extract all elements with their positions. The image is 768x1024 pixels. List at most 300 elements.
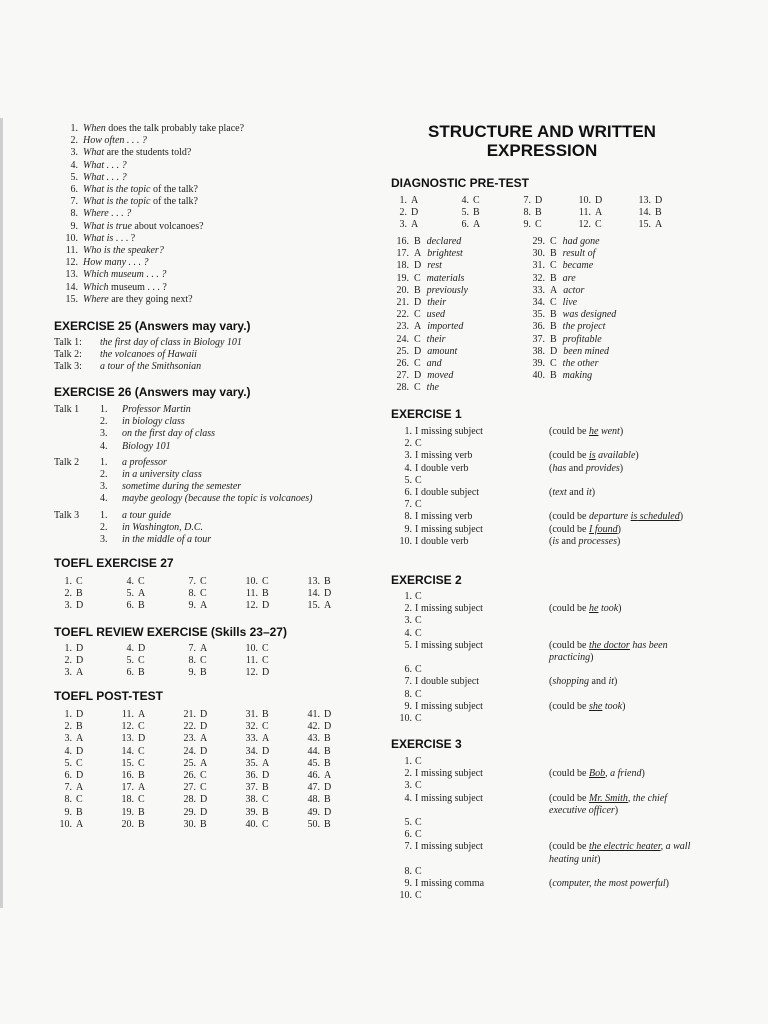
- answer-number: 5.: [461, 207, 469, 219]
- answer-letter: D: [200, 721, 208, 733]
- answer-number: 5.: [64, 757, 72, 769]
- word-answer-row: [389, 236, 525, 248]
- text-segment: ): [622, 700, 626, 712]
- answer-number: 15.: [307, 600, 320, 612]
- answer-letter: B: [200, 667, 207, 679]
- answer-number: 5.: [126, 655, 134, 667]
- answer-letter: D: [200, 745, 208, 757]
- answer-letter: D: [550, 345, 558, 357]
- question-item: [54, 233, 244, 245]
- question-item: [54, 135, 244, 147]
- text-segment: (could be: [549, 511, 589, 523]
- answer-letter: D: [262, 745, 270, 757]
- answer-letter: A: [262, 757, 270, 769]
- exercise-letter: C: [415, 591, 422, 602]
- exercise-correction: [549, 426, 699, 438]
- text-segment: (: [549, 462, 553, 474]
- answer-cell: [178, 667, 240, 679]
- text-segment: ): [617, 523, 621, 535]
- diagnostic-pairs-left: [389, 236, 525, 395]
- answer-word: moved: [427, 370, 454, 382]
- exercise-3-title: EXERCISE 3: [391, 737, 462, 751]
- answer-cell: [54, 667, 116, 679]
- answer-number: 34.: [532, 297, 545, 309]
- text-segment: ): [619, 462, 624, 474]
- answer-number: 27.: [396, 370, 409, 382]
- text-segment: and: [566, 462, 586, 474]
- answer-cell: [302, 819, 362, 831]
- exercise-correction: [549, 689, 699, 701]
- exercise-number: 6.: [404, 487, 412, 499]
- answer-number: 13.: [121, 733, 134, 745]
- exercise-letter: C: [415, 817, 422, 829]
- answer-letter: D: [535, 195, 543, 206]
- exercise-error-type: double verb: [421, 535, 469, 547]
- talk-item: [100, 441, 215, 453]
- text-segment: (could be: [549, 603, 589, 615]
- main-title-line-1: STRUCTURE AND WRITTEN: [428, 122, 656, 141]
- talk-item: [100, 416, 215, 428]
- talk-label: Talk 3:: [54, 361, 82, 373]
- answer-word: amount: [427, 345, 458, 357]
- answer-cell: [116, 709, 178, 721]
- talk-item-text: in the middle of a tour: [122, 534, 212, 546]
- answer-number: 3.: [64, 600, 72, 612]
- question-item: [54, 269, 244, 281]
- exercise-row: [389, 701, 699, 713]
- text-segment: (could be: [549, 700, 589, 712]
- answer-number: 1.: [399, 195, 407, 206]
- answer-letter: D: [76, 770, 84, 782]
- exercise-number: 1.: [404, 591, 412, 602]
- text-segment: ): [614, 804, 619, 816]
- talk-item-text: a professor: [122, 456, 167, 468]
- answer-number: 10.: [59, 818, 72, 830]
- answer-cell: [633, 219, 683, 231]
- answer-number: 17.: [396, 248, 409, 260]
- answer-letter: C: [262, 818, 269, 830]
- exercise-error-type: [421, 438, 549, 450]
- text-segment: shopping: [552, 676, 590, 688]
- answer-letter: D: [324, 588, 332, 600]
- exercise-correction: [549, 817, 699, 829]
- exercise-error-type: missing subject: [421, 603, 483, 615]
- answer-cell: [54, 770, 116, 782]
- text-segment: (: [549, 676, 553, 688]
- exercise-correction: [549, 713, 699, 725]
- toefl-review-grid: [54, 643, 300, 680]
- text-segment: and: [566, 487, 587, 499]
- answer-cell: [302, 600, 362, 612]
- answer-cell: [178, 600, 240, 612]
- text-segment: Mr. Smith: [589, 792, 628, 804]
- text-segment: ): [641, 768, 645, 780]
- question-number: 5.: [70, 171, 78, 183]
- text-segment: Where: [83, 293, 109, 305]
- talk-item-number: 2.: [100, 416, 108, 428]
- answer-number: 24.: [396, 333, 409, 345]
- exercise-error-type: [421, 829, 549, 841]
- talk-item-number: 1.: [100, 456, 108, 468]
- talk-label: Talk 1: [54, 404, 80, 415]
- answer-word: live: [562, 297, 578, 309]
- exercise-error-type: missing subject: [421, 792, 483, 804]
- answer-number: 18.: [121, 794, 134, 806]
- answer-letter: D: [324, 721, 332, 733]
- exercise-error-type: [421, 615, 549, 627]
- exercise-letter: I: [415, 841, 419, 853]
- exercise-error-type: double subject: [421, 676, 480, 688]
- answer-number: 4.: [64, 745, 72, 757]
- answer-cell: [54, 709, 116, 721]
- exercise-letter: C: [415, 499, 422, 511]
- question-number: 6.: [70, 184, 78, 196]
- text-segment: What: [83, 147, 105, 159]
- answer-cell: [178, 576, 240, 588]
- answer-cell: [513, 195, 573, 207]
- text-segment: . . . ?: [113, 232, 136, 244]
- exercise-letter: I: [415, 523, 419, 535]
- exercise-row: [389, 463, 699, 475]
- exercise-number: 8.: [404, 688, 412, 700]
- talk-answer-row: [54, 337, 242, 349]
- text-segment: Which: [83, 281, 109, 293]
- text-segment: scheduled: [637, 511, 680, 523]
- word-answer-row: [525, 297, 695, 309]
- question-text: [83, 160, 127, 172]
- answer-cell: [178, 746, 240, 758]
- exercise-2-title: EXERCISE 2: [391, 573, 462, 587]
- exercise-row: [389, 640, 699, 664]
- answer-cell: [389, 207, 451, 219]
- exercise-letter: C: [415, 713, 422, 725]
- exercise-letter: C: [415, 627, 422, 639]
- answer-cell: [389, 195, 451, 207]
- answer-number: 12.: [121, 721, 134, 733]
- answer-word: was designed: [562, 309, 617, 321]
- exercise-number: 3.: [404, 450, 412, 462]
- exercise-error-type: missing verb: [421, 450, 473, 462]
- word-answer-row: [389, 382, 525, 394]
- exercise-letter: I: [415, 639, 419, 651]
- question-text: [83, 294, 193, 306]
- answer-letter: D: [262, 600, 270, 612]
- exercise-correction: [549, 536, 699, 548]
- exercise-letter: I: [415, 426, 419, 437]
- exercise-correction: [549, 640, 699, 664]
- answer-number: 24.: [183, 745, 196, 757]
- text-segment: (could be: [549, 768, 589, 780]
- word-answer-row: [389, 273, 525, 285]
- answer-number: 9.: [188, 600, 196, 612]
- answer-letter: D: [200, 709, 208, 720]
- answer-letter: C: [262, 643, 269, 654]
- answer-letter: B: [473, 207, 480, 219]
- question-number: 9.: [70, 220, 78, 232]
- answer-number: 2.: [64, 655, 72, 667]
- exercise-row: [389, 475, 699, 487]
- exercise-correction: [549, 463, 699, 475]
- answer-cell: [573, 195, 633, 207]
- answer-number: 44.: [307, 745, 320, 757]
- text-segment: Bob: [589, 768, 606, 780]
- answer-letter: C: [262, 655, 269, 667]
- word-answer-row: [525, 273, 695, 285]
- question-text: [83, 135, 147, 147]
- question-item: [54, 172, 244, 184]
- exercise-number: 1.: [404, 756, 412, 767]
- answer-letter: B: [262, 806, 269, 818]
- answer-number: 9.: [64, 806, 72, 818]
- talk-item-text: in a university class: [122, 469, 202, 481]
- question-text: [83, 257, 149, 269]
- answer-number: 4.: [126, 576, 134, 587]
- talk-item-number: 1.: [100, 404, 108, 415]
- talk-answer: the first day of class in Biology 101: [100, 337, 242, 348]
- answer-cell: [116, 758, 178, 770]
- text-segment: I found: [589, 523, 618, 535]
- exercise-row: [389, 536, 699, 548]
- talk-item: [100, 493, 313, 505]
- answer-number: 10.: [578, 195, 591, 206]
- answer-letter: A: [411, 219, 419, 231]
- answer-letter: B: [200, 818, 207, 830]
- text-segment: , a friend: [605, 768, 642, 780]
- text-segment: are they going next?: [108, 293, 193, 305]
- toefl-exercise-27-title: TOEFL EXERCISE 27: [54, 556, 174, 570]
- exercise-letter: I: [415, 487, 419, 499]
- exercise-error-type: [421, 628, 549, 640]
- answer-letter: B: [324, 818, 331, 830]
- answer-letter: D: [76, 600, 84, 612]
- text-segment: , the chief executive officer: [549, 792, 668, 816]
- answer-number: 5.: [126, 588, 134, 600]
- exercise-2-answers: [389, 591, 699, 725]
- answer-cell: [302, 782, 362, 794]
- exercise-number: 10.: [399, 535, 412, 547]
- answer-number: 11.: [245, 655, 258, 667]
- answer-letter: D: [324, 782, 332, 794]
- exercise-row: [389, 511, 699, 523]
- answer-cell: [240, 576, 302, 588]
- question-text: [83, 147, 191, 159]
- text-segment: is: [630, 511, 638, 523]
- text-segment: , a wall heating unit: [549, 841, 691, 865]
- answer-number: 8.: [523, 207, 531, 219]
- answer-number: 33.: [532, 284, 545, 296]
- answer-number: 39.: [245, 806, 258, 818]
- exercise-number: 3.: [404, 615, 412, 627]
- answer-cell: [240, 721, 302, 733]
- exercise-error-type: double verb: [421, 462, 469, 474]
- word-answer-row: [525, 285, 695, 297]
- answer-number: 17.: [121, 782, 134, 794]
- answer-letter: B: [324, 794, 331, 806]
- exercise-error-type: missing verb: [421, 511, 473, 523]
- answer-cell: [178, 819, 240, 831]
- text-segment: When: [83, 123, 106, 134]
- text-segment: are the students told?: [104, 147, 192, 159]
- answer-number: 14.: [638, 207, 651, 219]
- answer-letter: B: [324, 745, 331, 757]
- question-number: 15.: [65, 293, 78, 305]
- text-segment: How often . . . ?: [83, 135, 147, 147]
- exercise-3-answers: [389, 756, 699, 902]
- talk-item-number: 4.: [100, 440, 108, 452]
- answer-word: the project: [562, 321, 606, 333]
- answer-number: 10.: [245, 576, 258, 587]
- exercise-error-type: missing comma: [421, 878, 485, 890]
- word-answer-row: [525, 370, 695, 382]
- answer-number: 28.: [396, 382, 409, 394]
- exercise-row: [389, 591, 699, 603]
- question-item: [54, 221, 244, 233]
- talk-group: [54, 404, 313, 453]
- exercise-correction: [549, 450, 699, 462]
- talk-item: [100, 481, 313, 493]
- word-answer-row: [389, 334, 525, 346]
- answer-number: 23.: [183, 733, 196, 745]
- answer-letter: C: [414, 382, 421, 394]
- answer-cell: [178, 770, 240, 782]
- answer-letter: C: [473, 195, 480, 206]
- text-segment: and: [559, 535, 579, 547]
- answer-cell: [116, 782, 178, 794]
- text-segment: he: [589, 603, 599, 615]
- text-segment: What is: [83, 232, 114, 244]
- text-segment: Who is the speaker?: [83, 245, 164, 257]
- answer-number: 19.: [121, 806, 134, 818]
- talk-group: [54, 457, 313, 506]
- answer-cell: [240, 746, 302, 758]
- question-number: 4.: [70, 159, 78, 171]
- text-segment: museum . . . ?: [108, 281, 167, 293]
- answer-cell: [240, 794, 302, 806]
- exercise-1-title: EXERCISE 1: [391, 407, 462, 421]
- answer-letter: B: [550, 272, 557, 284]
- talk-item-text: Professor Martin: [122, 404, 191, 415]
- answer-letter: A: [76, 818, 84, 830]
- talk-item-number: 3.: [100, 481, 108, 493]
- answer-number: 11.: [121, 709, 134, 720]
- exercise-row: [389, 689, 699, 701]
- exercise-row: [389, 780, 699, 792]
- exercise-error-type: [421, 713, 549, 725]
- answer-letter: D: [411, 207, 419, 219]
- answer-number: 20.: [121, 818, 134, 830]
- exercise-row: [389, 878, 699, 890]
- answer-number: 22.: [396, 309, 409, 321]
- answer-letter: A: [76, 782, 84, 794]
- talk-item: [100, 404, 215, 416]
- answer-number: 1.: [64, 643, 72, 654]
- word-answer-row: [525, 309, 695, 321]
- exercise-number: 2.: [404, 438, 412, 450]
- exercise-letter: C: [415, 890, 422, 902]
- text-segment: ): [591, 487, 596, 499]
- question-number: 3.: [70, 147, 78, 159]
- answer-cell: [178, 588, 240, 600]
- answer-number: 22.: [183, 721, 196, 733]
- answer-number: 25.: [396, 345, 409, 357]
- exercise-row: [389, 524, 699, 536]
- exercise-error-type: [421, 689, 549, 701]
- exercise-number: 7.: [404, 499, 412, 511]
- answer-number: 8.: [64, 794, 72, 806]
- exercise-correction: [549, 676, 699, 688]
- exercise-row: [389, 603, 699, 615]
- answer-cell: [116, 807, 178, 819]
- exercise-row: [389, 841, 699, 865]
- exercise-letter: I: [415, 878, 419, 890]
- exercise-error-type: missing subject: [421, 426, 483, 437]
- answer-letter: B: [414, 284, 421, 296]
- answer-cell: [573, 219, 633, 231]
- answer-number: 1.: [64, 576, 72, 587]
- question-item: [54, 257, 244, 269]
- answer-letter: A: [324, 770, 332, 782]
- answer-letter: D: [655, 195, 663, 206]
- answer-cell: [116, 643, 178, 655]
- answer-letter: D: [414, 345, 422, 357]
- exercise-number: 7.: [404, 676, 412, 688]
- answer-number: 2.: [64, 721, 72, 733]
- answer-cell: [240, 643, 300, 655]
- text-segment: (could be: [549, 841, 589, 853]
- exercise-error-type: missing subject: [421, 700, 483, 712]
- answer-number: 30.: [532, 248, 545, 260]
- answer-cell: [451, 207, 513, 219]
- answer-cell: [302, 758, 362, 770]
- exercise-correction: [549, 628, 699, 640]
- answer-cell: [240, 807, 302, 819]
- text-segment: took: [598, 603, 619, 615]
- answer-letter: B: [76, 588, 83, 600]
- diagnostic-pairs-right: [525, 236, 695, 395]
- answer-letter: B: [262, 709, 269, 720]
- exercise-1-answers: [389, 426, 699, 548]
- answer-word: the other: [562, 358, 599, 370]
- exercise-row: [389, 817, 699, 829]
- answer-letter: C: [262, 794, 269, 806]
- answer-letter: D: [595, 195, 603, 206]
- answer-cell: [178, 721, 240, 733]
- answer-cell: [54, 794, 116, 806]
- answer-cell: [240, 588, 302, 600]
- answer-number: 13.: [307, 576, 320, 587]
- talk-item: [100, 534, 211, 546]
- answer-letter: A: [200, 733, 208, 745]
- answer-number: 8.: [188, 655, 196, 667]
- answer-letter: C: [76, 576, 83, 587]
- exercise-letter: C: [415, 615, 422, 627]
- answer-cell: [302, 721, 362, 733]
- answer-cell: [54, 782, 116, 794]
- question-item: [54, 196, 244, 208]
- answer-word: profitable: [562, 333, 602, 345]
- answer-cell: [54, 746, 116, 758]
- answer-letter: A: [262, 733, 270, 745]
- answer-number: 14.: [121, 745, 134, 757]
- question-number: 14.: [65, 281, 78, 293]
- answer-letter: D: [138, 733, 146, 745]
- question-text: [83, 282, 167, 294]
- exercise-letter: C: [415, 829, 422, 841]
- text-segment: What . . . ?: [83, 171, 127, 183]
- exercise-row: [389, 615, 699, 627]
- exercise-number: 9.: [404, 700, 412, 712]
- exercise-row: [389, 628, 699, 640]
